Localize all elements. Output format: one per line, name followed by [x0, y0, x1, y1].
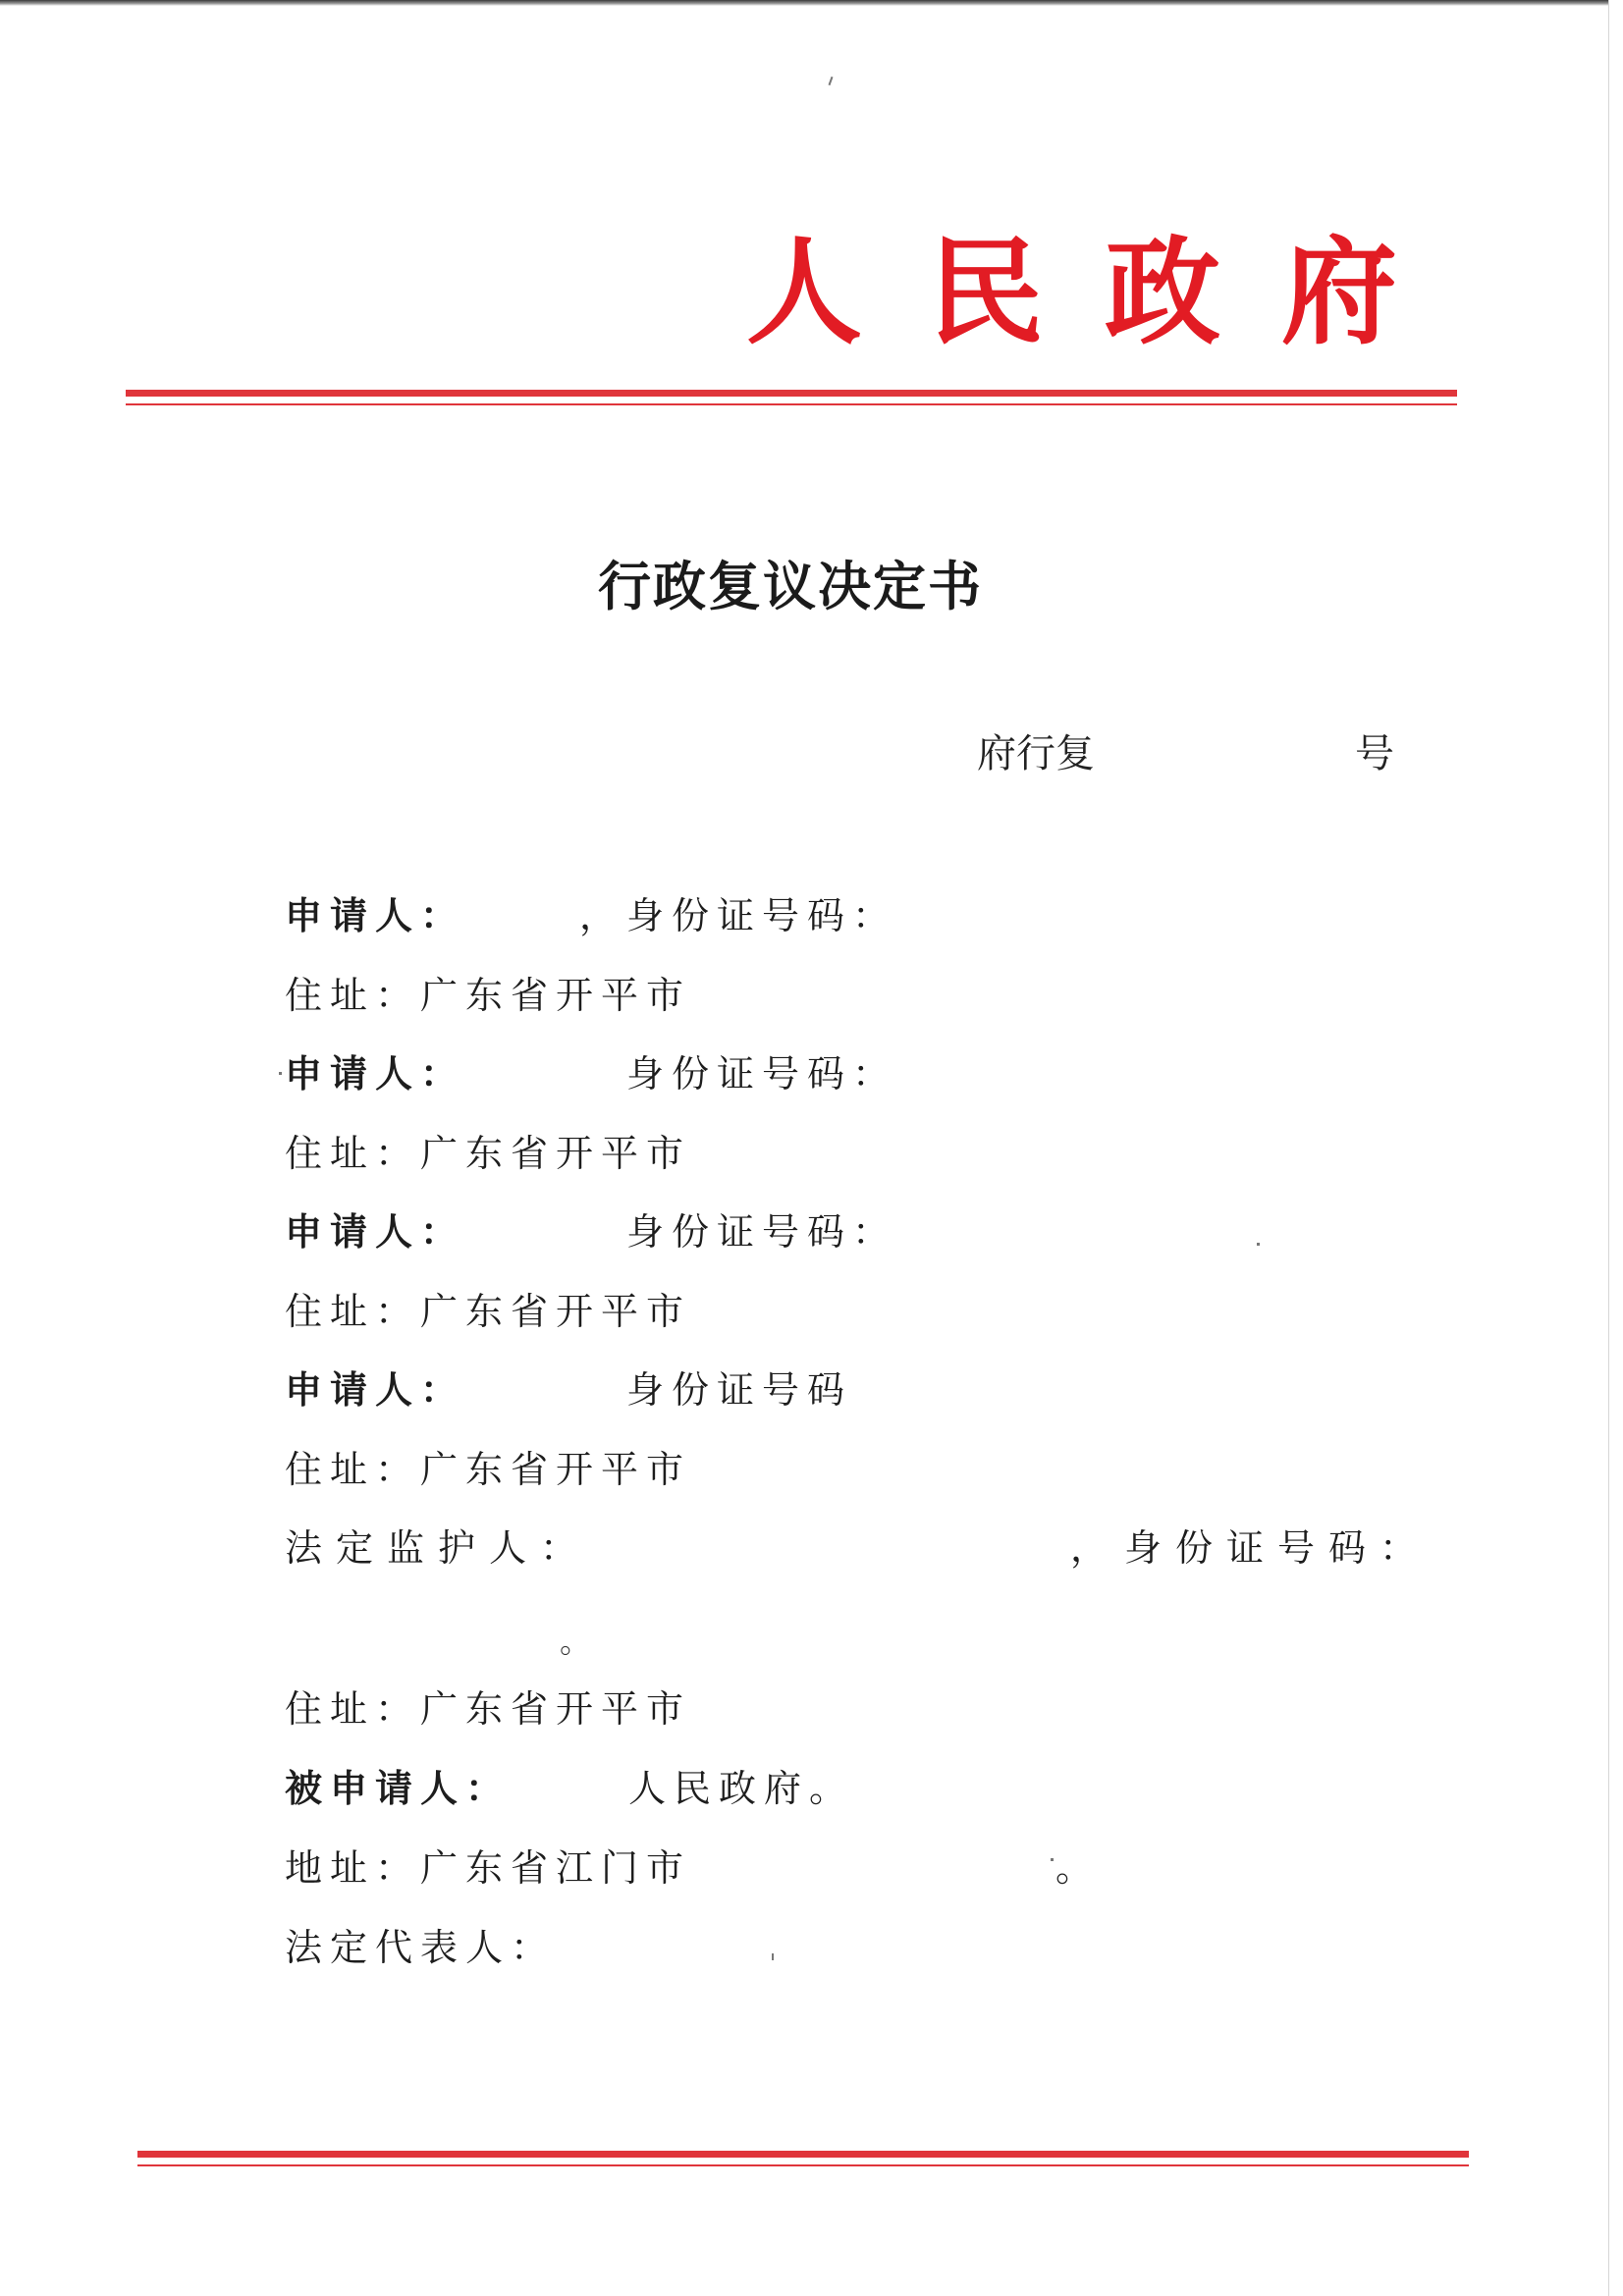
applicant-label: 申请人： — [285, 1367, 466, 1412]
page-edge-right — [1608, 0, 1623, 2296]
respondent-address-line — [285, 1838, 1102, 1892]
respondent-label: 被申请人： — [285, 1766, 512, 1810]
address-label: 住址： — [285, 1687, 421, 1731]
address-value: 广东省开平市 — [420, 1290, 692, 1333]
legal-rep-label: 法定代表人： — [285, 1926, 557, 1969]
guardian-label: 法定监护人： — [285, 1526, 592, 1570]
respondent-line — [285, 1758, 855, 1812]
applicant-line — [285, 1043, 898, 1097]
letterhead-char: 府 — [1281, 225, 1398, 360]
address-value: 广东省开平市 — [420, 1132, 692, 1175]
applicant-line — [285, 1201, 898, 1255]
end-mark: 。 — [1055, 1846, 1102, 1890]
id-label: 身份证号码： — [626, 1052, 898, 1095]
guardian-line — [285, 1518, 1432, 1572]
document-title: 行政复议决定书 — [598, 556, 983, 617]
address-label: 地址： — [285, 1846, 421, 1890]
letterhead — [746, 225, 1398, 360]
scan-speck — [1257, 1243, 1260, 1246]
applicant-line — [285, 885, 898, 939]
scan-speck — [829, 77, 834, 85]
id-label: 身份证号码 — [626, 1368, 853, 1412]
scan-speck — [279, 1072, 282, 1075]
address-line — [285, 1281, 691, 1335]
address-label: 住址： — [285, 1290, 421, 1333]
address-label: 住址： — [285, 1132, 421, 1175]
address-line — [285, 965, 691, 1019]
address-label: 住址： — [285, 974, 421, 1017]
header-rule-thick — [126, 390, 1457, 397]
applicant-label: 申请人： — [285, 1051, 466, 1095]
separator: ， — [579, 894, 625, 937]
id-label: 身份证号码： — [626, 1210, 898, 1254]
respondent-name: 人民政府。 — [628, 1767, 855, 1810]
letterhead-char: 民 — [928, 225, 1045, 360]
address-value: 广东省开平市 — [420, 1687, 692, 1731]
letterhead-char: 政 — [1105, 225, 1221, 360]
page-edge-top — [0, 0, 1623, 6]
scan-speck — [772, 1953, 774, 1960]
address-line — [285, 1679, 691, 1733]
separator: ， — [1070, 1526, 1122, 1570]
applicant-label: 申请人： — [285, 1209, 466, 1254]
applicant-label: 申请人： — [285, 893, 466, 937]
address-value: 广东省开平市 — [420, 974, 692, 1017]
address-line — [285, 1439, 691, 1493]
letterhead-char: 人 — [746, 225, 863, 360]
address-value: 广东省开平市 — [420, 1448, 692, 1491]
header-rule-thin — [126, 403, 1457, 405]
doc-number-prefix: 府行复 — [977, 731, 1095, 776]
applicant-line — [285, 1360, 853, 1414]
doc-number-suffix: 号 — [1355, 731, 1394, 776]
footer-rule-thick — [137, 2151, 1469, 2158]
legal-rep-line — [285, 1917, 556, 1971]
end-mark: 。 — [560, 1623, 592, 1660]
footer-rule-thin — [137, 2164, 1469, 2166]
id-label: 身份证号码： — [626, 894, 898, 937]
address-line — [285, 1123, 691, 1177]
scan-speck — [1051, 1858, 1054, 1861]
address-label: 住址： — [285, 1448, 421, 1491]
id-label: 身份证号码： — [1124, 1526, 1432, 1570]
address-value: 广东省江门市 — [420, 1846, 692, 1890]
